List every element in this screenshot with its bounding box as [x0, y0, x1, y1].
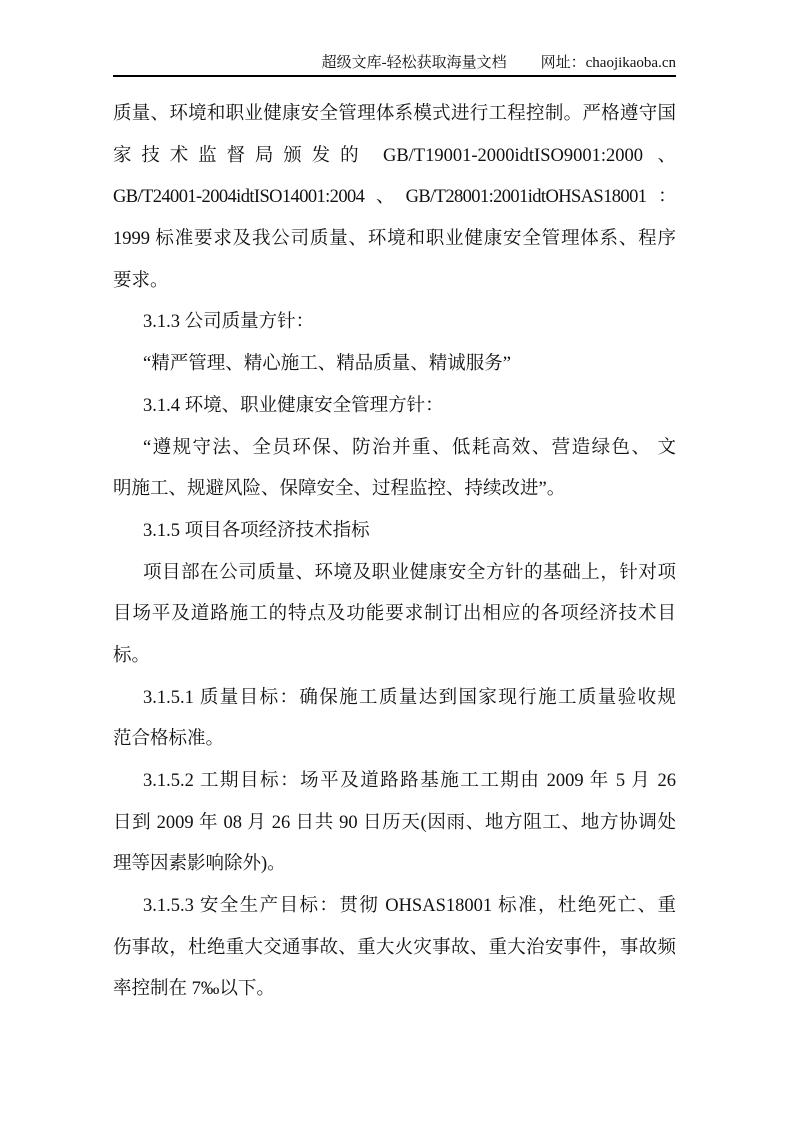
- document-line: 3.1.5.2 工期目标：场平及道路路基施工工期由 2009 年 5 月 26: [143, 771, 676, 791]
- document-line: 明施工、规避风险、保障安全、过程监控、持续改进”。: [113, 479, 566, 500]
- document-sheet: [113, 0, 676, 1011]
- header-url-label: 网址：: [540, 55, 586, 71]
- document-line: 率控制在 7‰以下。: [113, 979, 275, 1000]
- document-line: 要求。: [113, 270, 169, 291]
- document-line: “遵规守法、全员环保、防治并重、低耗高效、营造绿色、 文: [143, 437, 676, 458]
- header-url: chaojikaoba.cn: [585, 55, 676, 71]
- document-line: 家技术监督局颁发的 GB/T19001-2000idtISO9001:2000 、: [113, 145, 676, 166]
- document-line section-heading: 3.1.3 公司质量方针：: [143, 312, 315, 333]
- document-line section-heading: 3.1.5 项目各项经济技术指标: [143, 520, 370, 541]
- page-header: [113, 53, 676, 77]
- document-line: “精严管理、精心施工、精品质量、精诚服务”: [143, 354, 511, 375]
- document-line: 理等因素影响除外)。: [113, 854, 286, 875]
- document-line: 项目部在公司质量、环境及职业健康安全方针的基础上，针对项: [143, 562, 676, 583]
- document-line: 目场平及道路施工的特点及功能要求制订出相应的各项经济技术目: [113, 604, 676, 625]
- document-line: GB/T24001-2004idtISO14001:2004、GB/T28001:2001idtOHSAS18001：: [113, 187, 676, 208]
- document-line: 质量、环境和职业健康安全管理体系模式进行工程控制。严格遵守国: [113, 104, 676, 124]
- document-line: 伤事故，杜绝重大交通事故、重大火灾事故、重大治安事件，事故频: [113, 937, 676, 958]
- document-line: 范合格标准。: [113, 729, 225, 750]
- document-line: 日到 2009 年 08 月 26 日共 90 日历天(因雨、地方阻工、地方协调处: [113, 812, 676, 833]
- document-body: [113, 94, 676, 1011]
- document-line: 3.1.5.3 安全生产目标：贯彻 OHSAS18001 标准，杜绝死亡、重: [143, 896, 676, 917]
- header-site-title: 超级文库-轻松获取海量文档: [321, 55, 507, 71]
- document-line section-heading: 3.1.4 环境、职业健康安全管理方针：: [143, 395, 444, 416]
- document-line: 3.1.5.1 质量目标：确保施工质量达到国家现行施工质量验收规: [143, 687, 676, 708]
- document-line: 1999 标准要求及我公司质量、环境和职业健康安全管理体系、程序: [113, 229, 676, 250]
- document-line: 标。: [113, 645, 151, 666]
